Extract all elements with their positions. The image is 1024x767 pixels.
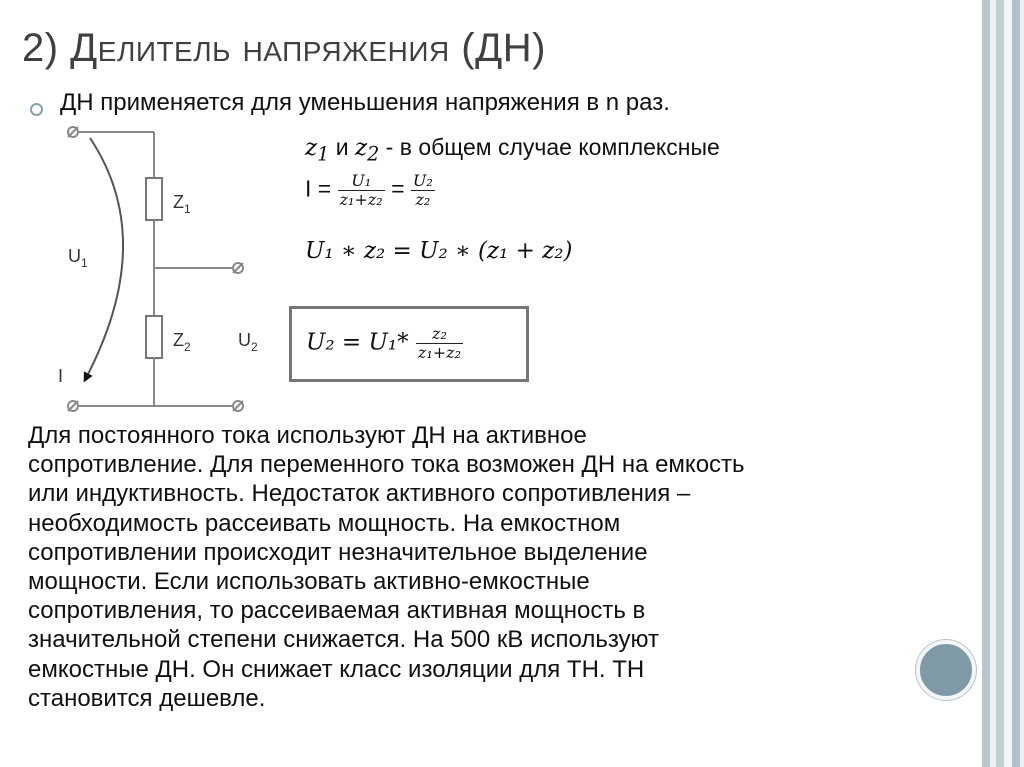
fraction-u1: $\frac{\text{U₁}}{\text{z₁+z₂}}$ [339, 171, 383, 209]
paragraph-line: Для постоянного тока используют ДН на активное [28, 422, 587, 449]
label-current: I [58, 366, 64, 386]
paragraph-line: сопротивлении происходит незначительное выделение [28, 538, 648, 566]
paragraph-line: сопротивления, то рассеиваемая активная мощность в [28, 597, 646, 625]
slide-edge-decoration [978, 0, 1024, 767]
resistor-z2 [146, 316, 162, 358]
resistor-z1 [146, 178, 162, 220]
current-formula [305, 172, 435, 209]
bullet-icon [30, 103, 43, 116]
paragraph-line: значительной степени снижается. На 500 кВ используют [28, 626, 660, 654]
boxed-fraction: $\frac{\text{z₂}}{\text{z₁+z₂}}$ [417, 324, 462, 362]
body-paragraph [28, 421, 973, 713]
top-wire [74, 132, 154, 178]
complex-note-text: - в общем случае комплексные [379, 134, 720, 160]
paragraph-line: сопротивление. Для переменного тока возможен ДН на емкость [28, 451, 745, 479]
product-equation: U₁ ∗ z₂ = U₂ ∗ (z₁ + z₂) [305, 238, 573, 264]
paragraph-line: или индуктивность. Недостаток активного сопротивления – [28, 480, 691, 508]
boxed-formula [289, 306, 529, 382]
label-z2: $Z_2$ [173, 330, 191, 354]
slide-title: 2) Делитель напряжения (ДН) [22, 26, 546, 70]
boxed-lhs: U₂ = U₁* [306, 329, 409, 356]
intro-text: ДН применяется для уменьшения напряжения в n раз. [60, 89, 670, 116]
z1-symbol: $z_1$ [305, 135, 330, 166]
label-u2: $U_2$ [238, 330, 258, 354]
paragraph-line: емкостные ДН. Он снижает класс изоляции для ТН. ТН [28, 655, 645, 683]
voltage-arrow-curve [86, 138, 123, 378]
decorative-circle [916, 640, 976, 700]
current-lhs: I = [305, 175, 332, 202]
fraction-u2: $\frac{\text{U₂}}{\text{z₂}}$ [412, 171, 433, 209]
equals-sign: = [391, 175, 405, 202]
paragraph-line: мощности. Если использовать активно-емкостные [28, 568, 590, 596]
paragraph-line: становится дешевле. [28, 684, 266, 712]
z2-symbol: $z_2$ [354, 135, 380, 166]
label-u1: $U_1$ [68, 246, 88, 270]
voltage-divider-diagram [40, 120, 280, 420]
complex-note-line [305, 134, 720, 166]
paragraph-line: необходимость рассеивать мощность. На емкостном [28, 509, 621, 537]
and-word: и [329, 134, 355, 160]
label-z1: $Z_1$ [173, 192, 191, 216]
